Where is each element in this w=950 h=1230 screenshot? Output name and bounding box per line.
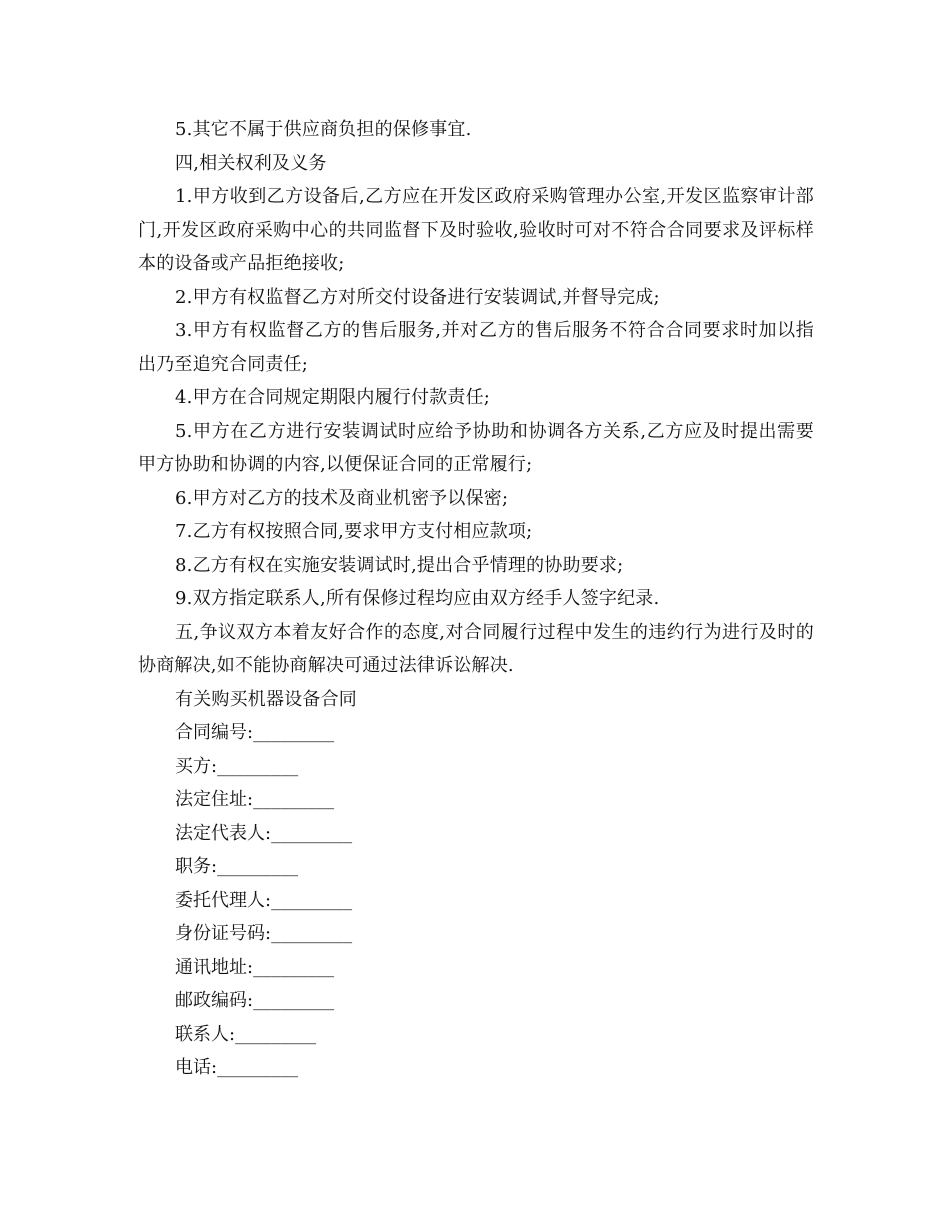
clause-5-assistance: 5.甲方在乙方进行安装调试时应给予协助和协调各方关系,乙方应及时提出需要甲方协助和协调的内容,以便保证合同的正常履行; [138,420,814,475]
section-heading-rights-obligations: 四,相关权利及义务 [175,152,327,174]
clause-2-installation: 2.甲方有权监督乙方对所交付设备进行安装调试,并督导完成; [175,286,660,308]
contract-body [138,113,814,1085]
field-postal-code: 邮政编码:_________ [175,990,335,1011]
field-id-number: 身份证号码:_________ [175,923,353,944]
field-contact-person: 联系人:_________ [175,1023,317,1045]
field-legal-representative: 法定代表人:_________ [175,822,353,844]
clause-4-payment: 4.甲方在合同规定期限内履行付款责任; [175,387,491,408]
contract-title: 有关购买机器设备合同 [175,688,357,710]
field-mailing-address: 通讯地址:_________ [175,956,335,978]
field-buyer: 买方:_________ [175,755,299,777]
section-dispute-resolution: 五,争议双方本着友好合作的态度,对合同履行过程中发生的违约行为进行及时的协商解决,如不能协商解决可通过法律诉讼解决. [138,621,814,676]
clause-3-after-sales: 3.甲方有权监督乙方的售后服务,并对乙方的售后服务不符合合同要求时加以指出乃至追究合同责任; [138,320,814,375]
clause-9-contacts: 9.双方指定联系人,所有保修过程均应由双方经手人签字纪录. [175,588,660,609]
field-phone: 电话:_________ [175,1057,299,1078]
clause-6-confidentiality: 6.甲方对乙方的技术及商业机密予以保密; [175,487,509,509]
clause-7-payment-request: 7.乙方有权按照合同,要求甲方支付相应款项; [175,521,533,542]
field-contract-number: 合同编号:_________ [175,722,335,743]
clause-1-acceptance: 1.甲方收到乙方设备后,乙方应在开发区政府采购管理办公室,开发区监察审计部门,开发区政府采购中心的共同监督下及时验收,验收时可对不符合合同要求及评标样本的设备或产品拒绝接收; [138,186,814,274]
field-position: 职务:_________ [175,856,299,877]
field-authorized-agent: 委托代理人:_________ [175,889,353,911]
clause-5-other-warranty: 5.其它不属于供应商负担的保修事宜. [175,119,472,140]
field-legal-address: 法定住址:_________ [175,789,335,810]
clause-8-assistance-request: 8.乙方有权在实施安装调试时,提出合乎情理的协助要求; [175,554,624,576]
